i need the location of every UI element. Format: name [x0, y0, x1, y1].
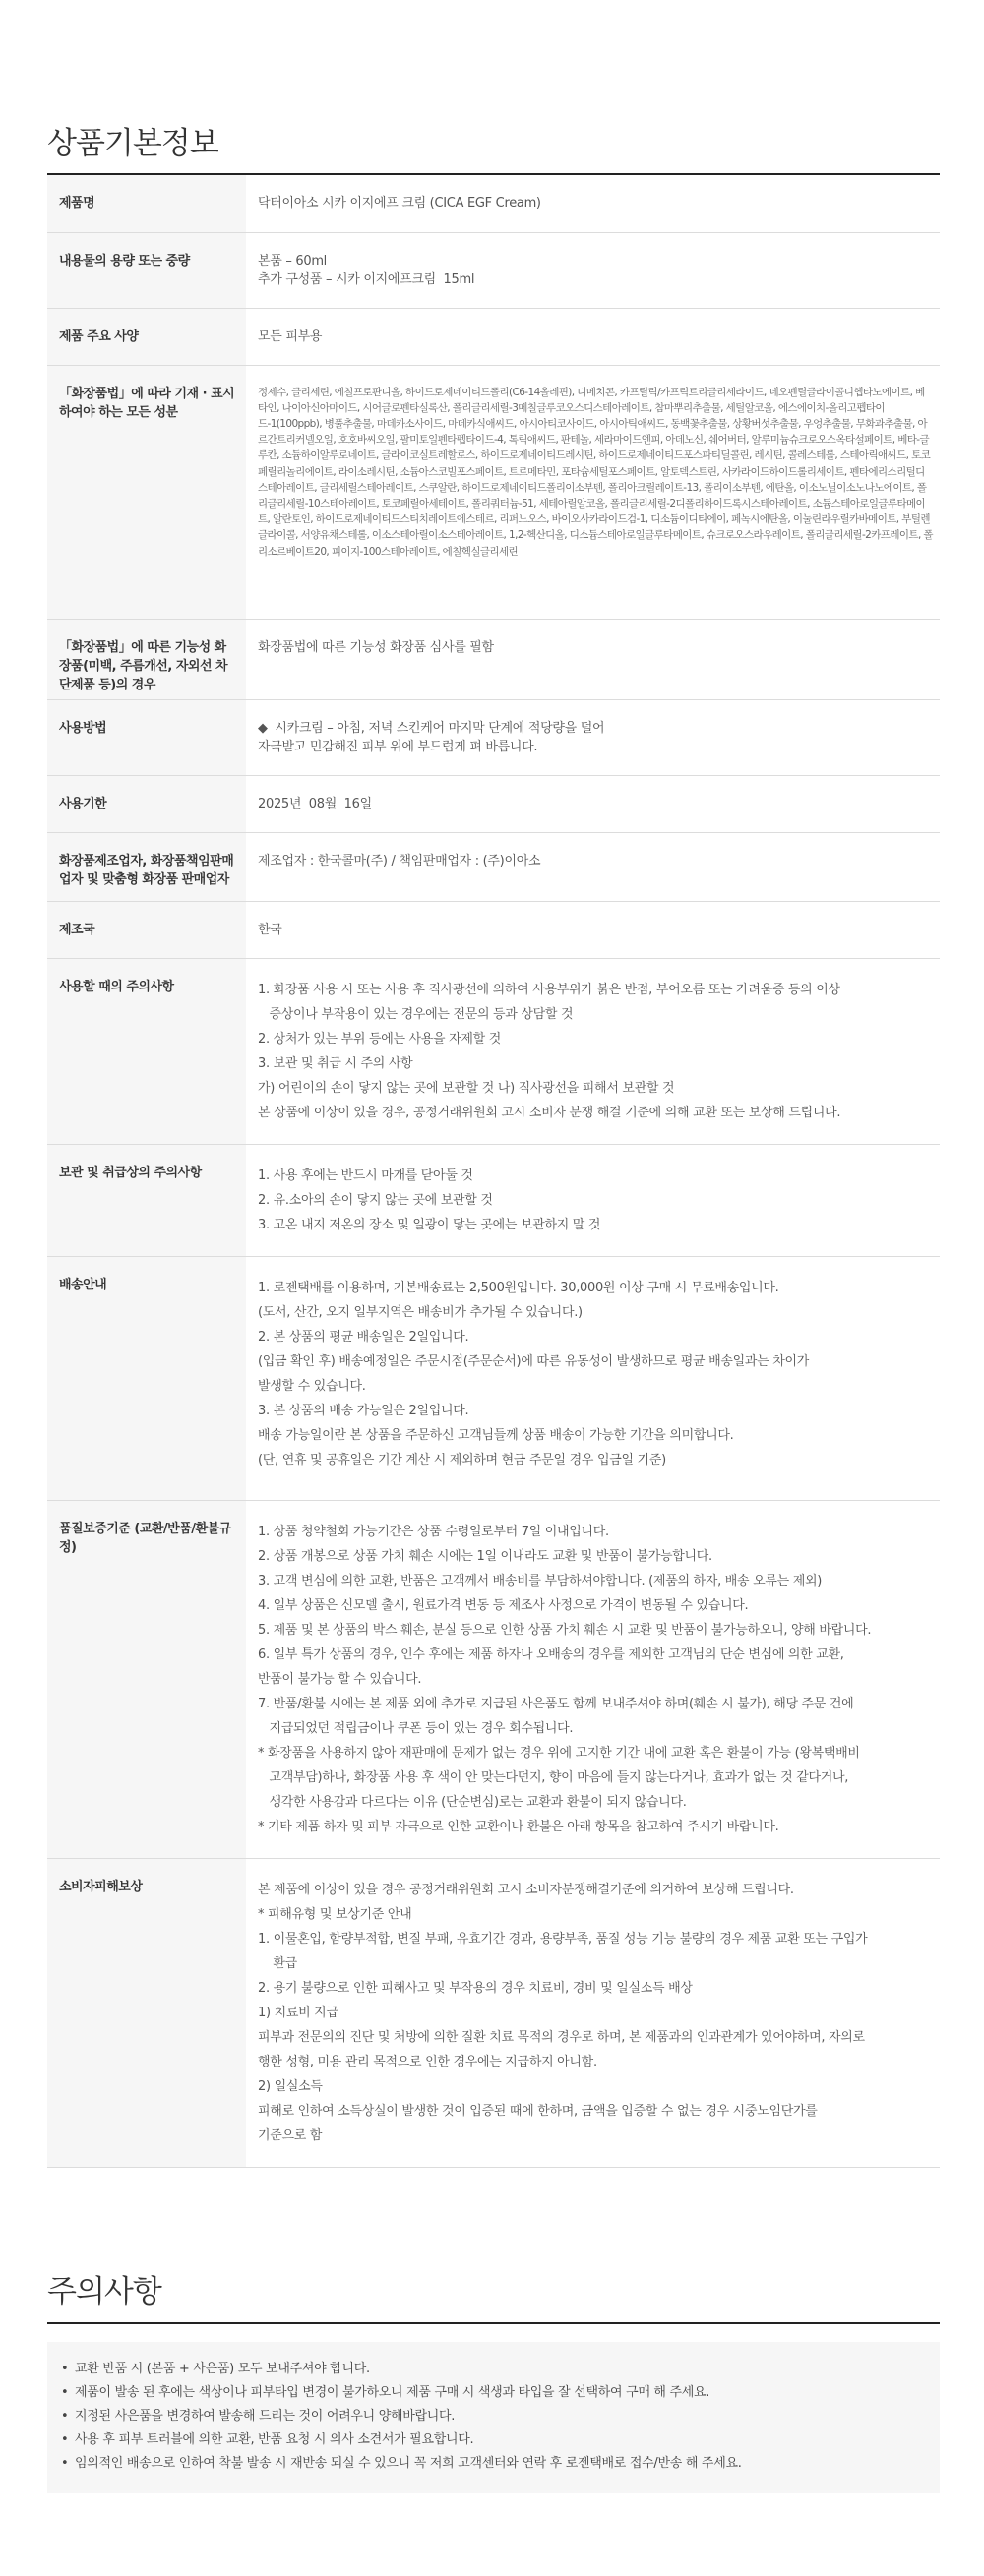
info-row-value: [246, 1256, 940, 1500]
info-row-value: [246, 1144, 940, 1256]
info-value-line: 2. 상품 개봉으로 상품 가치 훼손 시에는 1일 이내라도 교환 및 반품이 불가능합니다.: [258, 1548, 712, 1564]
info-row: [47, 832, 940, 901]
info-value-line: 3. 고객 변심에 의한 교환, 반품은 고객께서 배송비를 부담하셔야합니다. (제품의 하자, 배송 오류는 제외): [258, 1573, 822, 1588]
info-value-line: 본품 – 60ml: [258, 253, 327, 269]
info-row-label: 내용물의 용량 또는 중량: [47, 232, 246, 308]
info-value-line: 배송 가능일이란 본 상품을 주문하신 고객님들께 상품 배송이 가능한 기간을 의미합니다.: [258, 1427, 734, 1443]
info-row-value: [246, 958, 940, 1144]
notice-title: 주의사항: [47, 2274, 161, 2309]
info-row: [47, 958, 940, 1144]
info-value-line: 1) 치료비 지급: [258, 2005, 338, 2020]
info-value-line: 3. 고온 내지 저온의 장소 및 일광이 닿는 곳에는 보관하지 말 것: [258, 1217, 601, 1232]
info-value-line: 7. 반품/환불 시에는 본 제품 외에 추가로 지급된 사은품도 함께 보내주셔야 하며(훼손 시 불가), 해당 주문 건에: [258, 1696, 854, 1711]
info-value-line: 발생할 수 있습니다.: [258, 1378, 366, 1394]
info-value-line: 1. 로젠택배를 이용하며, 기본배송료는 2,500원입니다. 30,000원 이상 구매 시 무료배송입니다.: [258, 1280, 779, 1295]
info-row: [47, 1858, 940, 2167]
info-value-line: 자극받고 민감해진 피부 위에 부드럽게 펴 바릅니다.: [258, 739, 538, 754]
info-value-line: 반품이 불가능 할 수 있습니다.: [258, 1671, 422, 1687]
info-row-label: 보관 및 취급상의 주의사항: [47, 1144, 246, 1256]
info-value-line: (입금 확인 후) 배송예정일은 주문시점(주문순서)에 따른 유동성이 발생하므로 평균 배송일과는 차이가: [258, 1353, 809, 1369]
info-value-line: 기준으로 함: [258, 2127, 323, 2143]
info-row-label: 사용방법: [47, 699, 246, 775]
info-value-line: 3. 본 상품의 배송 가능일은 2일입니다.: [258, 1403, 469, 1418]
info-value-line: 닥터이아소 시카 이지에프 크림 (CICA EGF Cream): [258, 196, 541, 210]
info-row: [47, 1500, 940, 1858]
info-value-line: 2. 용기 불량으로 인한 피해사고 및 부작용의 경우 치료비, 경비 및 일실소득 배상: [258, 1980, 693, 1996]
info-value-line: 2. 본 상품의 평균 배송일은 2일입니다.: [258, 1329, 469, 1345]
info-row-label: 「화장품법」에 따라 기재 · 표시하여야 하는 모든 성분: [47, 365, 246, 619]
info-value-line: 피해로 인하여 소득상실이 발생한 것이 입증된 때에 한하며, 금액을 입증할 수 없는 경우 시중노임단가를: [258, 2103, 818, 2119]
info-value-line: 6. 일부 특가 상품의 경우, 인수 후에는 제품 하자나 오배송의 경우를 제외한 고객님의 단순 변심에 의한 교환,: [258, 1647, 844, 1662]
info-value-line: 5. 제품 및 본 상품의 박스 훼손, 분실 등으로 인한 상품 가치 훼손 시 교환 및 반품이 불가능하오니, 양해 바랍니다.: [258, 1622, 872, 1638]
info-value-line: * 피해유형 및 보상기준 안내: [258, 1906, 412, 1922]
notice-title-rule: [47, 2322, 940, 2324]
product-info-title: 상품기본정보: [47, 126, 218, 161]
info-value-line: 2. 유.소아의 손이 닿지 않는 곳에 보관할 것: [258, 1192, 493, 1208]
info-row-value: [246, 1500, 940, 1858]
info-value-line: 생각한 사용감과 다르다는 이유 (단순변심)로는 교환과 환불이 되지 않습니다.: [258, 1794, 687, 1810]
info-value-line: ◆ 시카크림 – 아침, 저녁 스킨케어 마지막 단계에 적당량을 덜어: [258, 720, 605, 736]
info-row-value: [246, 175, 940, 232]
notice-item: • 지정된 사은품을 변경하여 발송해 드리는 것이 어려우니 양해바랍니다.: [59, 2405, 928, 2428]
info-value-line: 피부과 전문의의 진단 및 처방에 의한 질환 치료 목적의 경우로 하며, 본 제품과의 인과관계가 있어야하며, 자의로: [258, 2029, 865, 2045]
info-value-line: * 기타 제품 하자 및 피부 자극으로 인한 교환이나 환불은 아래 항목을 참고하여 주시기 바랍니다.: [258, 1819, 779, 1834]
info-row: [47, 901, 940, 958]
info-value-line: 지급되었던 적립금이나 쿠폰 등이 있는 경우 회수됩니다.: [258, 1720, 574, 1736]
info-row-label: 화장품제조업자, 화장품책임판매업자 및 맞춤형 화장품 판매업자: [47, 832, 246, 901]
info-value-line: 본 상품에 이상이 있을 경우, 공정거래위원회 고시 소비자 분쟁 해결 기준에 의해 교환 또는 보상해 드립니다.: [258, 1105, 841, 1120]
info-value-line: (도서, 산간, 오지 일부지역은 배송비가 추가될 수 있습니다.): [258, 1304, 583, 1320]
info-value-line: 1. 사용 후에는 반드시 마개를 닫아둘 것: [258, 1168, 473, 1183]
info-row-value: [246, 1858, 940, 2167]
info-value-line: 환급: [258, 1955, 297, 1971]
info-value-line: 4. 일부 상품은 신모델 출시, 원료가격 변동 등 제조사 사정으로 가격이 변동될 수 있습니다.: [258, 1597, 749, 1613]
info-value-line: 1. 이물혼입, 함량부적합, 변질 부패, 유효기간 경과, 용량부족, 품질 성능 기능 불량의 경우 제품 교환 또는 구입가: [258, 1931, 868, 1947]
info-value-line: 2) 일실소득: [258, 2078, 323, 2094]
info-row: [47, 175, 940, 232]
info-row: [47, 308, 940, 365]
notice-list: [47, 2342, 940, 2493]
info-value-line: * 화장품을 사용하지 않아 재판매에 문제가 없는 경우 위에 고지한 기간 내에 교환 혹은 환불이 가능 (왕복택배비: [258, 1745, 860, 1761]
info-value-line: 화장품법에 따른 기능성 화장품 심사를 필함: [258, 639, 494, 655]
info-row-label: 사용할 때의 주의사항: [47, 958, 246, 1144]
info-row-label: 배송안내: [47, 1256, 246, 1500]
info-row-value: [246, 901, 940, 958]
info-row-value: [246, 699, 940, 775]
info-value-line: 한국: [258, 922, 282, 937]
info-row-value: [246, 775, 940, 832]
info-row-value: [246, 832, 940, 901]
info-row-label: 제품 주요 사양: [47, 308, 246, 365]
info-value-line: 본 제품에 이상이 있을 경우 공정거래위원회 고시 소비자분쟁해결기준에 의거하여 보상해 드립니다.: [258, 1882, 794, 1897]
info-row: [47, 775, 940, 832]
info-value-line: 정제수, 글리세린, 에칠프로판디올, 하이드로제네이티드폴리(C6-14올레핀), 디메치콘, 카프릴릭/카프릭트리글리세라이드, 네오펜틸글라이콜디헵타노에이트, 베타인, 나이아신아마이드, 시어글로펜타실록산, 폴리글리세릴-3메칠글루코오스디스테아레이트, 참마뿌리추출물, 세틸알코올, 에스에이치-올리고펩타이드-1(100ppb), 병풀추출물, 마데카소사이드, 마데카식애씨드, 아시아티코사이드, 아시아틱애씨드, 동백꽃추출물, 상황버섯추출물, 우엉추출물, 무화과추출물, 아르간트리커넬오일, 호호바씨오일, 팔미토일펜타펩타이드-4, 톡릭애씨드, 판테놀, 세라마이드엔피, 아데노신, 쉐어버터, 알루미늄슈크로오스옥타설페이트, 베타-글루칸, 소듐하이알루로네이트, 글라이코실트레할로스, 하이드로제네이티드레시틴, 하이드로제네이티드포스파티딜콜린, 레시틴, 콜레스테롤, 스테아릭애씨드, 토코페릴리놀리에이트, 라이소레시틴, 소듐아스코빌포스페이트, 트로메타민, 포타슘세틸포스페이트, 알토덱스트린, 사카라이드하이드롤리세이트, 펜타에리스리틸디스테아레이트, 글리세릴스테아레이트, 스쿠알란, 하이드로제네이티드폴리이소부텐, 폴리아크릴레이트-13, 폴리이소부텐, 에탄올, 이소노닐이소노나노에이트, 폴리글리세릴-10스테아레이트, 토코페릴아세테이트, 폴리쿼터늄-51, 세테아릴알코올, 폴리글리세릴-2디폴리하이드록시스테아레이트, 소듐스테아로일글루타메이트, 알란토인, 하이드로제네이티드스티치레이트에스테르, 리퍼노오스, 바이오사카라이드검-1, 디소듐이디티에이, 페녹시에탄올, 이눌린라우릴카바메이트, 부틸렌글라이콜, 서양유채스테롤, 이소스테아릴이소스테아레이트, 1,2-헥산디올, 디소듐스테아로일글루타메이트, 슈크로오스라우레이트, 폴리글리세릴-2카프레이트, 폴리소르베이트20, 피이지-100스테아레이트, 에칠헥실글리세린: [258, 386, 933, 558]
info-row: [47, 232, 940, 308]
info-value-line: (단, 연휴 및 공휴일은 기간 계산 시 제외하며 현금 주문일 경우 입금일 기준): [258, 1452, 666, 1468]
info-row-value: [246, 619, 940, 699]
info-row-label: 제조국: [47, 901, 246, 958]
info-row-label: 품질보증기준 (교환/반품/환불규정): [47, 1500, 246, 1858]
info-value-line: 행한 성형, 미용 관리 목적으로 인한 경우에는 지급하지 아니함.: [258, 2054, 597, 2069]
info-value-line: 제조업자 : 한국콜마(주) / 책임판매업자 : (주)이아소: [258, 853, 541, 869]
product-info-table: [47, 175, 940, 2168]
info-value-line: 2025년 08월 16일: [258, 796, 372, 811]
info-row-value: [246, 365, 940, 619]
info-value-line: 1. 상품 청약철회 가능기간은 상품 수령일로부터 7일 이내입니다.: [258, 1524, 609, 1539]
info-row-label: 「화장품법」에 따른 기능성 화장품(미백, 주름개선, 자외선 차단제품 등)의 경우: [47, 619, 246, 699]
info-row-label: 사용기한: [47, 775, 246, 832]
info-row-value: [246, 308, 940, 365]
notice-item: • 제품이 발송 된 후에는 색상이나 피부타입 변경이 불가하오니 제품 구매 시 색생과 타입을 잘 선택하여 구매 해 주세요.: [59, 2381, 928, 2405]
info-row: [47, 699, 940, 775]
info-row-value: [246, 232, 940, 308]
info-row: [47, 1256, 940, 1500]
notice-item: • 교환 반품 시 (본품 + 사은품) 모두 보내주셔야 합니다.: [59, 2358, 928, 2381]
info-value-line: 1. 화장품 사용 시 또는 사용 후 직사광선에 의하여 사용부위가 붉은 반점, 부어오름 또는 가려움증 등의 이상: [258, 982, 840, 997]
info-row: [47, 619, 940, 699]
info-value-line: 추가 구성품 – 시카 이지에프크림 15ml: [258, 271, 475, 287]
info-value-line: 2. 상처가 있는 부위 등에는 사용을 자제할 것: [258, 1031, 502, 1047]
info-value-line: 가) 어린이의 손이 닿지 않는 곳에 보관할 것 나) 직사광선을 피해서 보관할 것: [258, 1080, 675, 1096]
info-row-label: 제품명: [47, 175, 246, 232]
info-value-line: 모든 피부용: [258, 329, 323, 344]
info-value-line: 고객부담)하나, 화장품 사용 후 색이 안 맞는다던지, 향이 마음에 들지 않는다거나, 효과가 없는 것 같다거나,: [258, 1769, 849, 1785]
info-row-label: 소비자피해보상: [47, 1858, 246, 2167]
notice-item: • 사용 후 피부 트러블에 의한 교환, 반품 요청 시 의사 소견서가 필요합니다.: [59, 2428, 928, 2452]
info-value-line: 증상이나 부작용이 있는 경우에는 전문의 등과 상담할 것: [258, 1006, 574, 1022]
info-row: [47, 365, 940, 619]
notice-item: • 임의적인 배송으로 인하여 착불 발송 시 재반송 되실 수 있으니 꼭 저희 고객센터와 연락 후 로젠택배로 접수/반송 해 주세요.: [59, 2452, 928, 2476]
info-value-line: 3. 보관 및 취급 시 주의 사항: [258, 1055, 413, 1071]
info-row: [47, 1144, 940, 1256]
